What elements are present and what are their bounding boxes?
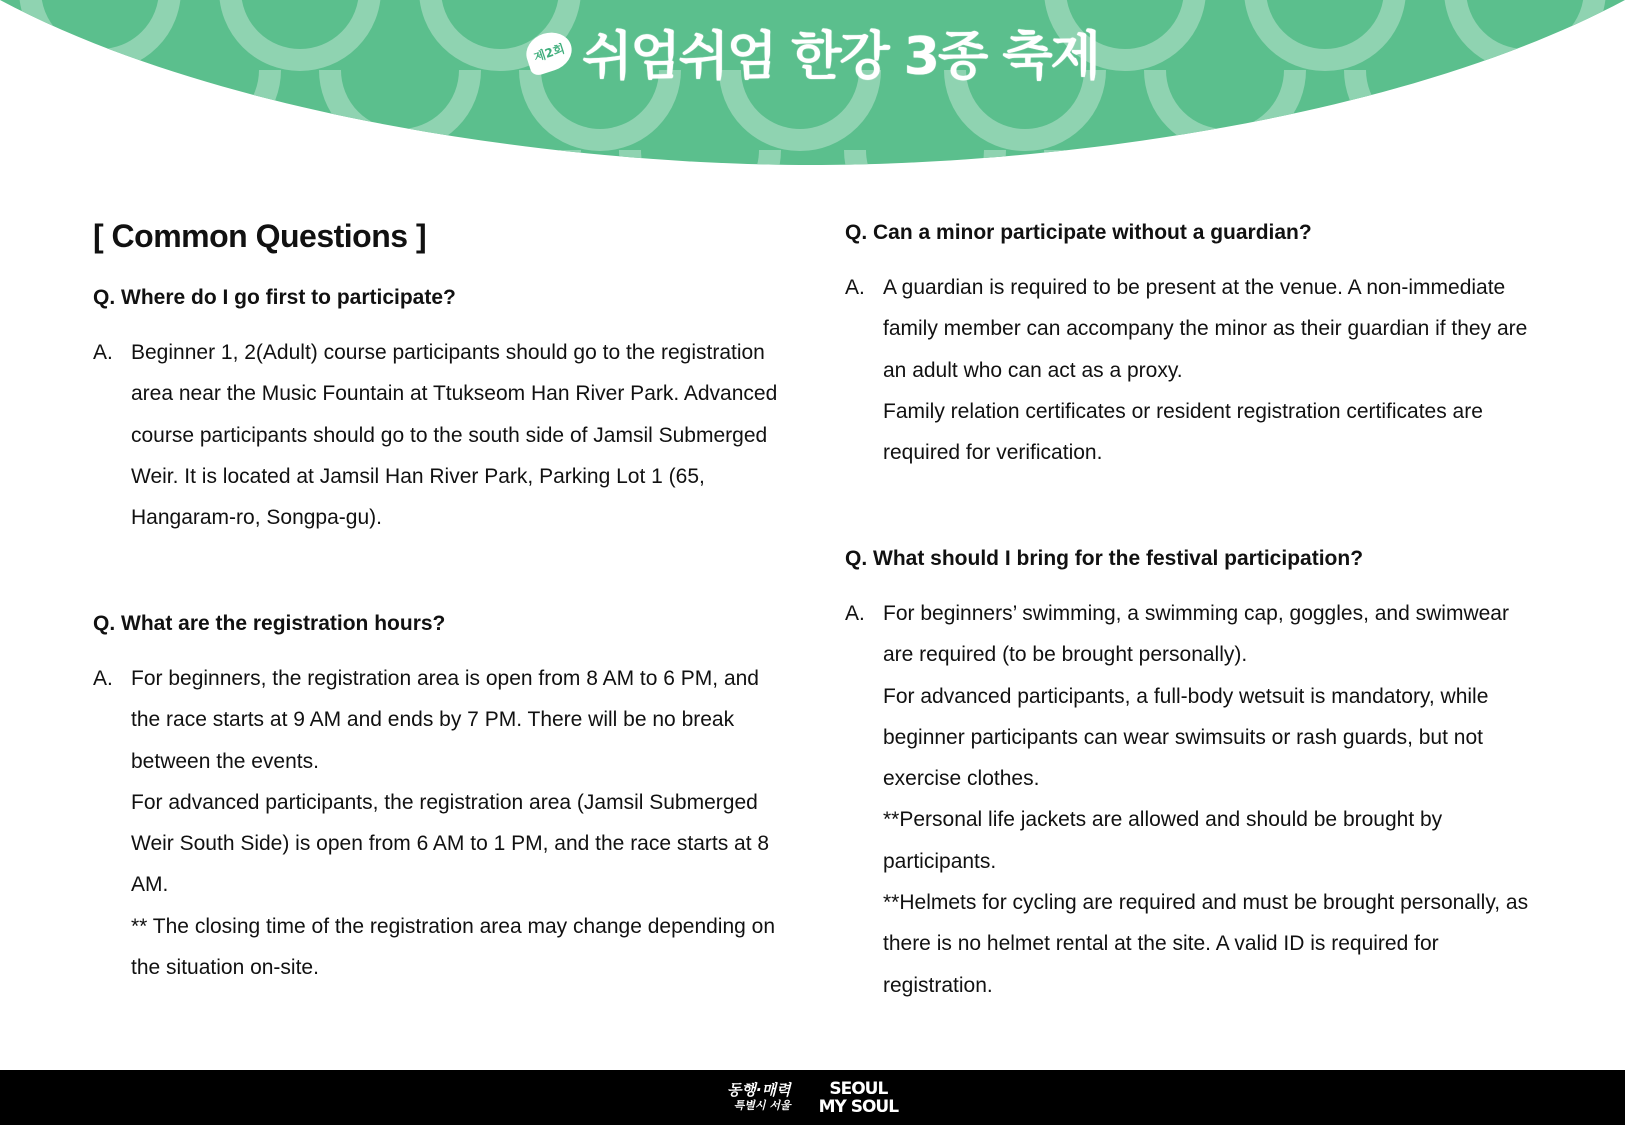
answer-paragraph: For advanced participants, a full-body wetsuit is mandatory, while beginner participants can wear swimsuits or rash guards, but not exercise clothes. [883, 684, 1489, 791]
logo-line-2: 특별시 서울 [733, 1098, 791, 1112]
answer-label: A. [845, 602, 865, 625]
faq-answer-1 [93, 332, 793, 538]
answer-paragraph: For beginners’ swimming, a swimming cap, goggles, and swimwear are required (to be brought personally). [883, 602, 1509, 667]
seoul-my-soul-logo [819, 1080, 898, 1116]
answer-paragraph: Beginner 1, 2(Adult) course participants should go to the registration area near the Music Fountain at Ttukseom Han River Park. Advanced course participants should go to the south side of Jamsil Submerged Weir. It is located at Jamsil Han River Park, Parking Lot 1 (65, Hangaram-ro, Songpa-gu). [131, 341, 778, 530]
edition-badge: 제2회 [521, 26, 576, 76]
logo-line-1: SEOUL [829, 1078, 888, 1099]
answer-paragraph: **Helmets for cycling are required and must be brought personally, as there is no helmet rental at the site. A valid ID is required for registration. [883, 891, 1529, 997]
answer-label: A. [93, 341, 113, 364]
footer-bar [0, 1070, 1625, 1125]
seoul-attractive-logo [727, 1082, 791, 1114]
answer-paragraph: For advanced participants, the registration area (Jamsil Submerged Weir South Side) is open from 6 AM to 1 PM, and the race starts at 8 AM. [131, 790, 770, 897]
answer-label: A. [845, 276, 865, 299]
section-heading: [ Common Questions ] [93, 218, 427, 254]
faq-answer-3 [845, 267, 1545, 473]
faq-question-3: Q. Can a minor participate without a guardian? [845, 221, 1312, 244]
faq-question-1: Q. Where do I go first to participate? [93, 286, 456, 309]
logo-line-1: 동행·매력 [726, 1080, 791, 1099]
faq-question-4: Q. What should I bring for the festival participation? [845, 547, 1364, 570]
answer-paragraph: For beginners, the registration area is open from 8 AM to 6 PM, and the race starts at 9 AM and ends by 7 PM. There will be no break between the events. [131, 667, 759, 773]
answer-label: A. [93, 667, 113, 690]
faq-question-2: Q. What are the registration hours? [93, 612, 446, 635]
festival-title-block [0, 14, 1625, 89]
answer-paragraph: Family relation certificates or resident registration certificates are required for verification. [883, 399, 1483, 465]
festival-title: 쉬엄쉬엄 한강 3종 축제 [582, 27, 1099, 87]
faq-answer-4 [845, 593, 1545, 1006]
answer-paragraph: A guardian is required to be present at the venue. A non-immediate family member can accompany the minor as their guardian if they are an adult who can act as a proxy. [883, 276, 1528, 382]
logo-line-2: MY SOUL [818, 1096, 899, 1117]
answer-paragraph: **Personal life jackets are allowed and should be brought by participants. [883, 808, 1443, 873]
faq-answer-2 [93, 658, 793, 988]
answer-paragraph: ** The closing time of the registration area may change depending on the situation on-site. [131, 914, 776, 980]
